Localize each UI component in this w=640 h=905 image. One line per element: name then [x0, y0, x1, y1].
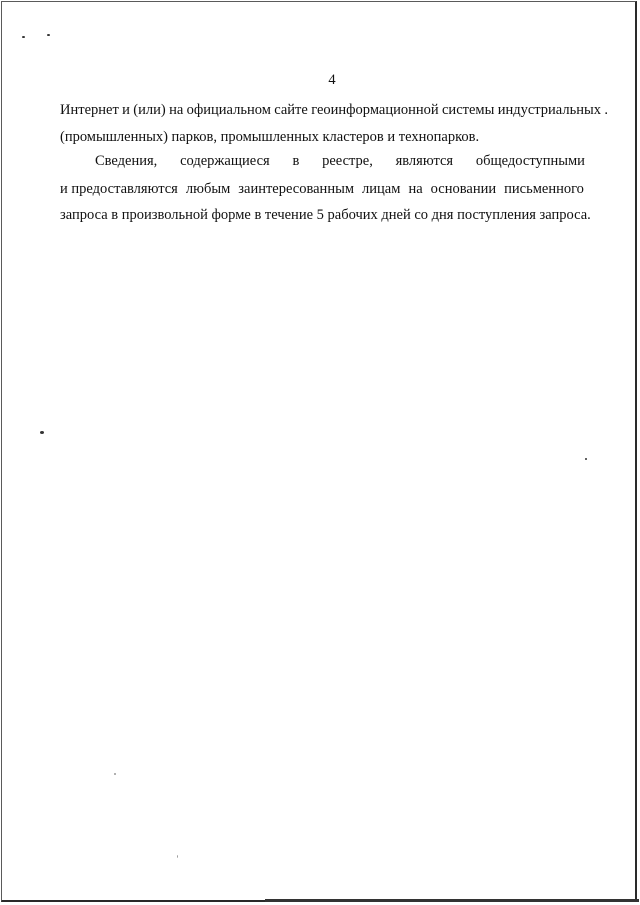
- word: (или): [133, 102, 166, 118]
- word: официальном: [186, 102, 271, 118]
- text-line-4: [60, 180, 584, 198]
- word: общедоступными: [475, 153, 585, 169]
- scan-speck: [47, 34, 50, 36]
- word: и: [122, 102, 130, 118]
- word: системы: [442, 102, 495, 118]
- word: письменного: [504, 181, 584, 197]
- word: любым: [185, 181, 231, 197]
- word: Сведения,: [95, 153, 158, 169]
- word: Интернет: [60, 102, 119, 118]
- text-line-2: (промышленных) парков, промышленных кластеров и технопарков.: [60, 129, 480, 145]
- scan-speck: [585, 458, 587, 460]
- word: содержащиеся: [180, 153, 270, 169]
- scan-speck: [40, 431, 44, 434]
- word: основании: [430, 181, 497, 197]
- text-line-3: [95, 152, 585, 170]
- word: на: [169, 102, 184, 118]
- word: заинтересованным: [238, 181, 354, 197]
- page-number: 4: [328, 72, 336, 88]
- word: сайте: [274, 102, 308, 118]
- scan-speck: [22, 36, 25, 38]
- word: и предоставляются: [60, 181, 178, 197]
- text-line-5: запроса в произвольной форме в течение 5 рабочих дней со дня поступления запроса.: [60, 207, 591, 223]
- trailing-mark: .: [604, 102, 608, 118]
- text-line-1: [60, 101, 608, 119]
- scan-bottom-edge: [265, 899, 639, 902]
- word: являются: [395, 153, 454, 169]
- word: на: [408, 181, 423, 197]
- scan-speck: [114, 773, 116, 775]
- word: геоинформационной: [311, 102, 439, 118]
- word: индустриальных: [497, 102, 601, 118]
- word: реестре,: [322, 153, 373, 169]
- word: лицам: [362, 181, 401, 197]
- scan-speck: [177, 855, 178, 858]
- word: в: [292, 153, 300, 169]
